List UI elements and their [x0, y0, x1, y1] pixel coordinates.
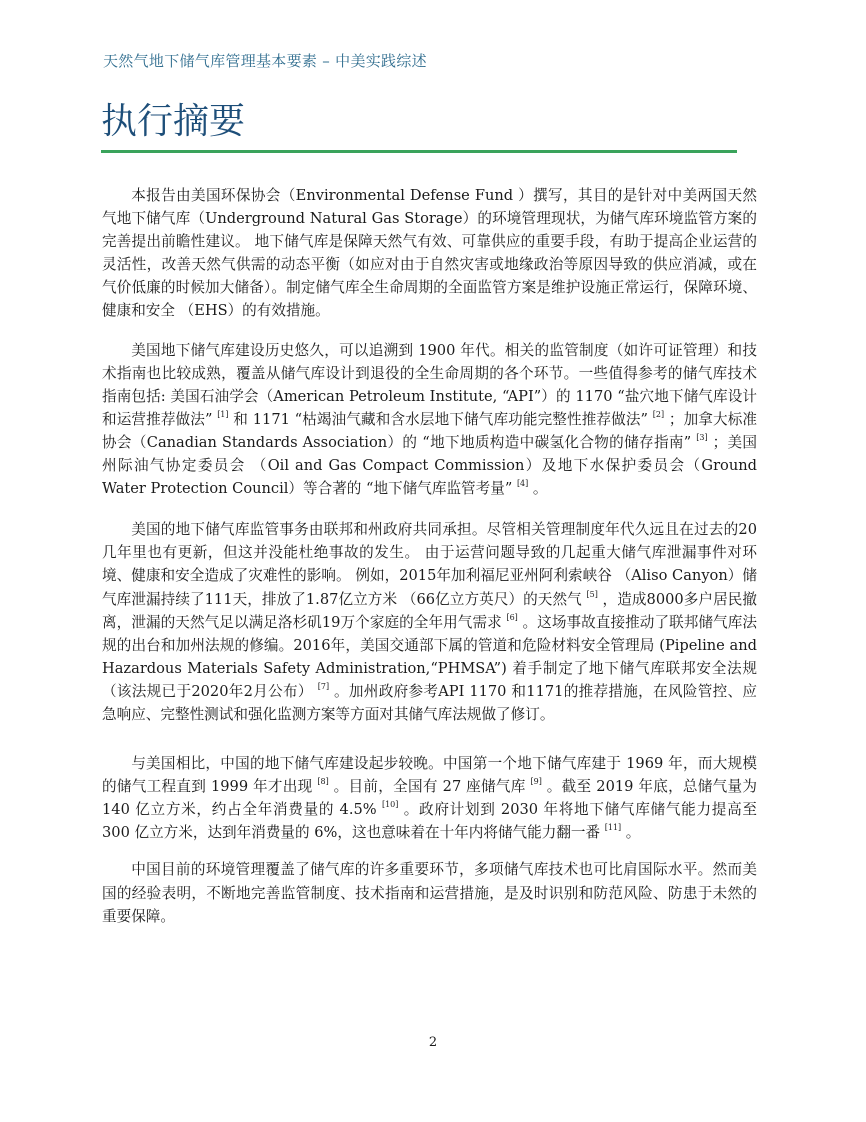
title-divider	[101, 150, 737, 153]
paragraph-intro: 本报告由美国环保协会（Environmental Defense Fund ）撰写，其目的是针对中美两国天然气地下储气库（Underground Natural Gas Storage）的环境管理现状，为储气库环境监管方案的完善提出前瞻性建议。 地下储气库是保障天然气有效、可靠供应的重要手段，有助于提高企业运营的灵活性，改善天然气供需的动态平衡（如应对由于自然灾害或地缘政治等原因导致的供应消减，或在气价低廉的时候加大储备）。制定储气库全生命周期的全面监管方案是维护设施正常运行，保障环境、健康和安全 （EHS）的有效措施。	[102, 187, 757, 320]
body-text	[102, 184, 757, 928]
running-header: 天然气地下储气库管理基本要素 – 中美实践综述	[103, 52, 427, 70]
paragraph-us-history: 美国地下储气库建设历史悠久，可以追溯到 1900 年代。相关的监管制度（如许可证管理）和技术指南也比较成熟，覆盖从储气库设计到退役的全生命周期的各个环节。一些值得参考的储气库技术指南包括: 美国石油学会（American Petroleum Institute, “API”）的 1170 “盐穴地下储气库设计和运营推荐做法” [1] 和 1171 “枯竭油气藏和含水层地下储气库功能完整性推荐做法” [2] ；加拿大标准协会（Canadian Standards Association）的 “地下地质构造中碳氢化合物的储存指南” [3] ；美国州际油气协定委员会 （Oil and Gas Compact Commission）及地下水保护委员会（Ground Water Protection Council）等合著的 “地下储气库监管考量” [4] 。	[102, 341, 758, 498]
page-number: 2	[428, 1035, 438, 1050]
paragraph-china-status: 与美国相比，中国的地下储气库建设起步较晚。中国第一个地下储气库建于 1969 年，而大规模的储气工程直到 1999 年才出现 [8] 。目前，全国有 27 座储气库 [9] 。截至 2019 年底，总储气量为 140 亿立方米，约占全年消费量的 4.5% [10] 。政府计划到 2030 年将地下储气库储气能力提高至 300 亿立方米，达到年消费量的 6%，这也意味着在十年内将储气能力翻一番 [11] 。	[102, 755, 757, 842]
paragraph-us-regulation: 美国的地下储气库监管事务由联邦和州政府共同承担。尽管相关管理制度年代久远且在过去的20几年里也有更新，但这并没能杜绝事故的发生。 由于运营问题导致的几起重大储气库泄漏事件对环境、健康和安全造成了灾难性的影响。 例如，2015年加利福尼亚州阿利索峡谷 （Aliso Canyon）储气库泄漏持续了111天，排放了1.87亿立方米 （66亿立方英尺）的天然气 [5] ，造成8000多户居民撤离，泄漏的天然气足以满足洛杉矶19万个家庭的全年用气需求 [6] 。这场事故直接推动了联邦储气库法规的出台和加州法规的修编。2016年，美国交通部下属的管道和危险材料安全管理局 (Pipeline and Hazardous Materials Safety Administration,“PHMSA”) 着手制定了地下储气库联邦安全法规（该法规已于2020年2月公布） [7] 。加州政府参考API 1170 和1171的推荐措施，在风险管控、应急响应、完整性测试和强化监测方案等方面对其储气库法规做了修订。	[102, 521, 758, 723]
paragraph-conclusion: 中国目前的环境管理覆盖了储气库的许多重要环节，多项储气库技术也可比肩国际水平。然而美国的经验表明，不断地完善监管制度、技术指南和运营措施，是及时识别和防范风险、防患于未然的重要保障。	[102, 861, 757, 925]
page-title: 执行摘要	[101, 101, 246, 142]
